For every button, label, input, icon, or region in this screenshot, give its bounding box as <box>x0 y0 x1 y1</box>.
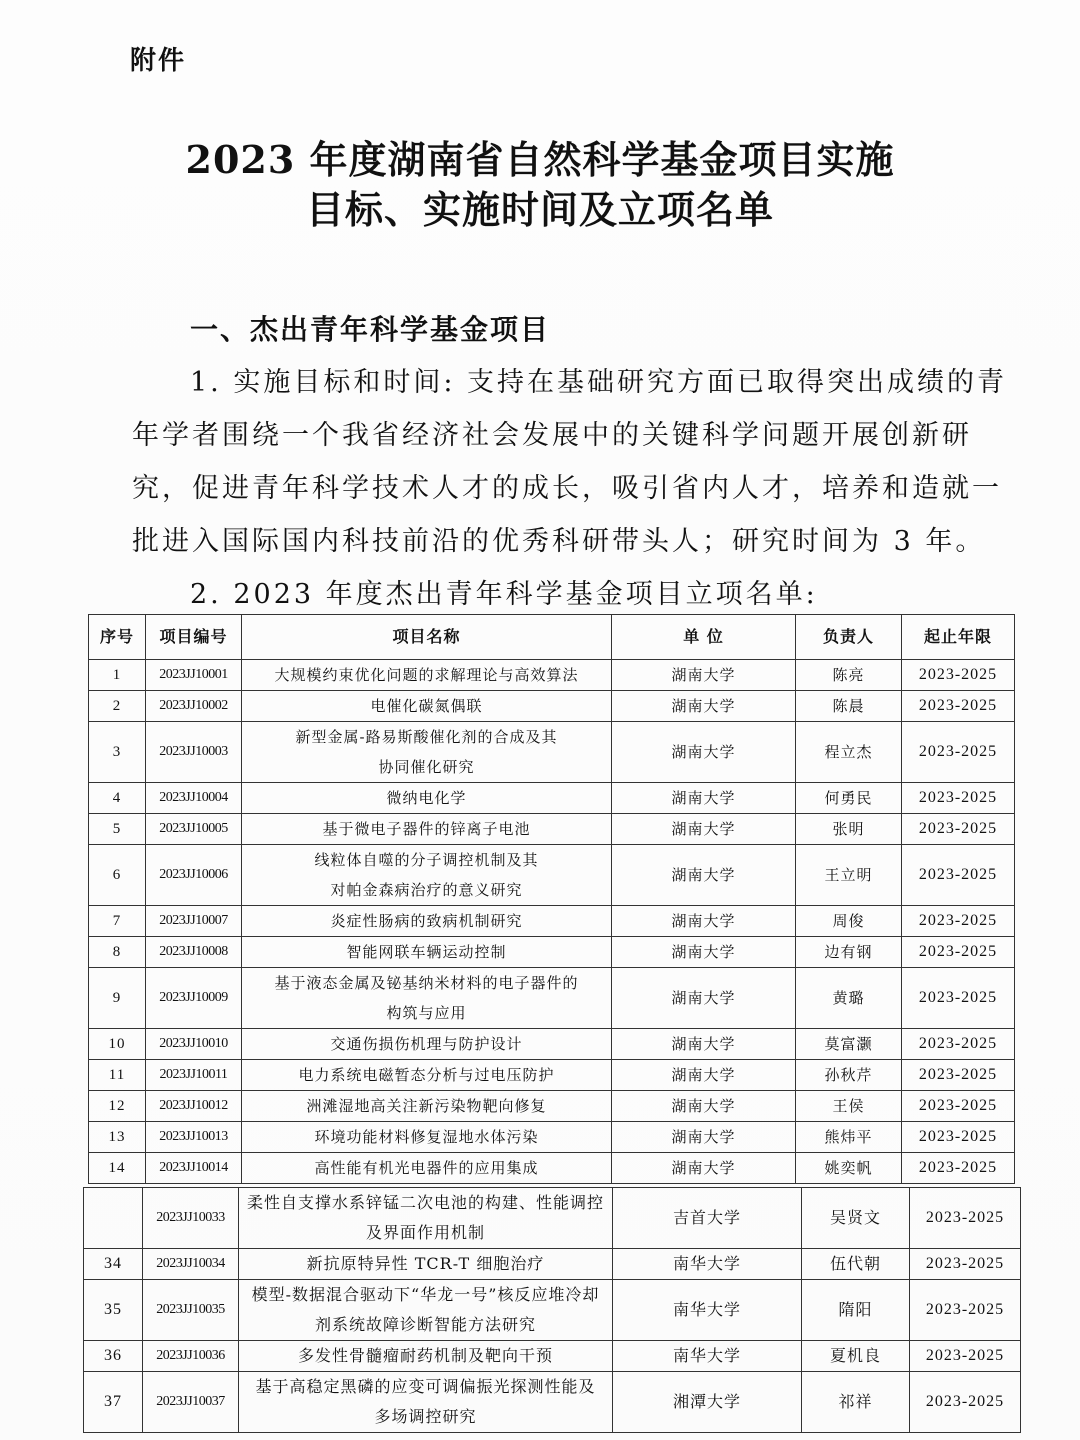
cell-name <box>242 722 612 783</box>
cell-name-line: 线粒体自噬的分子调控机制及其 <box>314 851 539 869</box>
cell-name-line: 环境功能材料修复湿地水体污染 <box>314 1128 539 1146</box>
table-header-row <box>89 615 1015 660</box>
cell-name-line: 高性能有机光电器件的应用集成 <box>314 1159 539 1177</box>
cell-index: 2 <box>89 691 146 722</box>
cell-unit: 湖南大学 <box>612 783 796 814</box>
cell-code: 2023JJ10004 <box>146 783 242 814</box>
header-period: 起止年限 <box>902 615 1015 660</box>
cell-code: 2023JJ10002 <box>146 691 242 722</box>
cell-index: 35 <box>84 1280 143 1341</box>
cell-unit: 湖南大学 <box>612 660 796 691</box>
cell-unit: 吉首大学 <box>613 1188 802 1249</box>
cell-period: 2023-2025 <box>910 1188 1021 1249</box>
project-table-continued <box>83 1187 1021 1433</box>
cell-code: 2023JJ10007 <box>146 906 242 937</box>
cell-name <box>239 1249 613 1280</box>
cell-index: 3 <box>89 722 146 783</box>
cell-unit: 湖南大学 <box>612 968 796 1029</box>
cell-name <box>242 845 612 906</box>
cell-name <box>239 1372 613 1433</box>
header-leader: 负责人 <box>796 615 902 660</box>
header-code: 项目编号 <box>146 615 242 660</box>
title-line-1: 2023 年度湖南省自然科学基金项目实施 <box>185 137 895 182</box>
paragraph-line: 年学者围绕一个我省经济社会发展中的关键科学问题开展创新研 <box>132 420 972 451</box>
cell-unit: 湖南大学 <box>612 937 796 968</box>
header-index: 序号 <box>89 615 146 660</box>
table-row <box>84 1249 1021 1280</box>
table-row <box>89 1029 1015 1060</box>
cell-unit: 南华大学 <box>613 1341 802 1372</box>
cell-leader: 边有钢 <box>796 937 902 968</box>
cell-name <box>242 1091 612 1122</box>
cell-period: 2023-2025 <box>902 937 1015 968</box>
list-label: 2. 2023 年度杰出青年科学基金项目立项名单: <box>190 579 818 610</box>
cell-period: 2023-2025 <box>910 1341 1021 1372</box>
cell-unit: 湘潭大学 <box>613 1372 802 1433</box>
cell-index: 14 <box>89 1153 146 1184</box>
cell-period: 2023-2025 <box>902 906 1015 937</box>
cell-leader: 熊炜平 <box>796 1122 902 1153</box>
cell-name-line: 剂系统故障诊断智能方法研究 <box>314 1315 536 1334</box>
cell-period: 2023-2025 <box>902 1091 1015 1122</box>
cell-leader: 王侯 <box>796 1091 902 1122</box>
cell-index: 6 <box>89 845 146 906</box>
cell-unit: 湖南大学 <box>612 1122 796 1153</box>
project-table <box>88 614 1015 1184</box>
cell-leader: 陈亮 <box>796 660 902 691</box>
cell-period: 2023-2025 <box>910 1249 1021 1280</box>
cell-period: 2023-2025 <box>902 1153 1015 1184</box>
cell-name <box>242 1153 612 1184</box>
cell-leader: 周俊 <box>796 906 902 937</box>
cell-leader: 夏机良 <box>802 1341 910 1372</box>
cell-index: 13 <box>89 1122 146 1153</box>
cell-code: 2023JJ10012 <box>146 1091 242 1122</box>
cell-unit: 湖南大学 <box>612 1029 796 1060</box>
table-row <box>89 691 1015 722</box>
cell-name-line: 对帕金森病治疗的意义研究 <box>330 881 523 899</box>
cell-index: 10 <box>89 1029 146 1060</box>
table-row <box>84 1188 1021 1249</box>
cell-unit: 湖南大学 <box>612 1153 796 1184</box>
table-row <box>89 968 1015 1029</box>
cell-name <box>242 1122 612 1153</box>
cell-name-line: 协同催化研究 <box>378 758 475 776</box>
table-row <box>89 1091 1015 1122</box>
cell-code: 2023JJ10011 <box>146 1060 242 1091</box>
cell-leader: 陈晨 <box>796 691 902 722</box>
cell-index: 11 <box>89 1060 146 1091</box>
cell-unit: 湖南大学 <box>612 845 796 906</box>
cell-period: 2023-2025 <box>902 722 1015 783</box>
document-title <box>0 135 1080 235</box>
table-row <box>89 1060 1015 1091</box>
table-row <box>89 814 1015 845</box>
cell-name-line: 基于液态金属及铋基纳米材料的电子器件的 <box>274 974 579 992</box>
table-row <box>89 722 1015 783</box>
cell-unit: 湖南大学 <box>612 1091 796 1122</box>
cell-name-line: 模型-数据混合驱动下“华龙一号”核反应堆冷却 <box>251 1285 600 1304</box>
cell-index: 9 <box>89 968 146 1029</box>
cell-name <box>239 1188 613 1249</box>
cell-leader: 伍代朝 <box>802 1249 910 1280</box>
cell-unit: 湖南大学 <box>612 691 796 722</box>
cell-period: 2023-2025 <box>902 660 1015 691</box>
cell-code: 2023JJ10037 <box>143 1372 239 1433</box>
cell-name <box>242 691 612 722</box>
cell-code: 2023JJ10013 <box>146 1122 242 1153</box>
cell-name <box>242 906 612 937</box>
cell-index: 1 <box>89 660 146 691</box>
cell-name <box>239 1280 613 1341</box>
cell-unit: 南华大学 <box>613 1280 802 1341</box>
cell-period: 2023-2025 <box>902 1029 1015 1060</box>
cell-leader: 程立杰 <box>796 722 902 783</box>
header-name: 项目名称 <box>242 615 612 660</box>
cell-period: 2023-2025 <box>910 1372 1021 1433</box>
cell-period: 2023-2025 <box>902 845 1015 906</box>
cell-period: 2023-2025 <box>902 968 1015 1029</box>
cell-name-line: 大规模约束优化问题的求解理论与高效算法 <box>274 666 579 684</box>
cell-code: 2023JJ10006 <box>146 845 242 906</box>
cell-leader: 祁祥 <box>802 1372 910 1433</box>
cell-name-line: 基于高稳定黑磷的应变可调偏振光探测性能及 <box>255 1377 596 1396</box>
cell-period: 2023-2025 <box>902 814 1015 845</box>
cell-code: 2023JJ10014 <box>146 1153 242 1184</box>
cell-unit: 湖南大学 <box>612 722 796 783</box>
cell-name-line: 基于微电子器件的锌离子电池 <box>322 820 531 838</box>
cell-code: 2023JJ10009 <box>146 968 242 1029</box>
table-row <box>89 845 1015 906</box>
cell-unit: 湖南大学 <box>612 1060 796 1091</box>
cell-name-line: 微纳电化学 <box>386 789 467 807</box>
cell-period: 2023-2025 <box>902 1060 1015 1091</box>
paragraph-line: 1. 实施目标和时间: 支持在基础研究方面已取得突出成绩的青 <box>190 367 1008 398</box>
table-row <box>84 1280 1021 1341</box>
cell-code: 2023JJ10008 <box>146 937 242 968</box>
cell-period: 2023-2025 <box>902 691 1015 722</box>
cell-leader: 孙秋芹 <box>796 1060 902 1091</box>
cell-name-line: 新型金属-路易斯酸催化剂的合成及其 <box>295 728 558 746</box>
table-row <box>89 1153 1015 1184</box>
cell-index: 5 <box>89 814 146 845</box>
cell-name-line: 交通伤损伤机理与防护设计 <box>330 1035 523 1053</box>
cell-index: 37 <box>84 1372 143 1433</box>
cell-code: 2023JJ10033 <box>143 1188 239 1249</box>
cell-leader: 隋阳 <box>802 1280 910 1341</box>
cell-index: 34 <box>84 1249 143 1280</box>
cell-name-line: 洲滩湿地高关注新污染物靶向修复 <box>306 1097 547 1115</box>
cell-period: 2023-2025 <box>902 783 1015 814</box>
title-line-2: 目标、实施时间及立项名单 <box>305 187 774 232</box>
attachment-label: 附件 <box>130 46 187 76</box>
cell-code: 2023JJ10005 <box>146 814 242 845</box>
paragraph-line: 究，促进青年科学技术人才的成长，吸引省内人才，培养和造就一 <box>132 473 1002 504</box>
cell-name <box>242 1060 612 1091</box>
cell-name-line: 多发性骨髓瘤耐药机制及靶向干预 <box>297 1346 553 1365</box>
header-unit: 单 位 <box>612 615 796 660</box>
cell-index: 12 <box>89 1091 146 1122</box>
cell-code: 2023JJ10036 <box>143 1341 239 1372</box>
cell-leader: 吴贤文 <box>802 1188 910 1249</box>
cell-index: 36 <box>84 1341 143 1372</box>
section-heading: 一、杰出青年科学基金项目 <box>190 313 551 346</box>
cell-index <box>84 1188 143 1249</box>
cell-name <box>242 660 612 691</box>
cell-index: 7 <box>89 906 146 937</box>
paragraph-line: 批进入国际国内科技前沿的优秀科研带头人；研究时间为 3 年。 <box>132 526 986 557</box>
cell-name-line: 智能网联车辆运动控制 <box>346 943 507 961</box>
cell-name <box>242 783 612 814</box>
cell-leader: 姚奕帆 <box>796 1153 902 1184</box>
table-row <box>84 1341 1021 1372</box>
cell-leader: 王立明 <box>796 845 902 906</box>
cell-unit: 湖南大学 <box>612 814 796 845</box>
cell-name <box>242 1029 612 1060</box>
table-row <box>89 783 1015 814</box>
cell-leader: 黄璐 <box>796 968 902 1029</box>
cell-unit: 湖南大学 <box>612 906 796 937</box>
cell-name-line: 新抗原特异性 TCR-T 细胞治疗 <box>306 1254 545 1273</box>
cell-leader: 莫富灏 <box>796 1029 902 1060</box>
table-row <box>89 906 1015 937</box>
cell-name-line: 多场调控研究 <box>374 1407 477 1426</box>
cell-code: 2023JJ10035 <box>143 1280 239 1341</box>
cell-name <box>242 968 612 1029</box>
table-row <box>84 1372 1021 1433</box>
cell-period: 2023-2025 <box>910 1280 1021 1341</box>
cell-code: 2023JJ10010 <box>146 1029 242 1060</box>
cell-name <box>242 937 612 968</box>
cell-code: 2023JJ10034 <box>143 1249 239 1280</box>
cell-code: 2023JJ10003 <box>146 722 242 783</box>
cell-code: 2023JJ10001 <box>146 660 242 691</box>
cell-leader: 张明 <box>796 814 902 845</box>
cell-name <box>239 1341 613 1372</box>
implementation-paragraph <box>132 356 1008 568</box>
cell-name <box>242 814 612 845</box>
cell-index: 8 <box>89 937 146 968</box>
cell-period: 2023-2025 <box>902 1122 1015 1153</box>
cell-name-line: 柔性自支撑水系锌锰二次电池的构建、性能调控 <box>246 1193 604 1212</box>
cell-name-line: 构筑与应用 <box>386 1004 467 1022</box>
cell-leader: 何勇民 <box>796 783 902 814</box>
table-row <box>89 937 1015 968</box>
cell-unit: 南华大学 <box>613 1249 802 1280</box>
cell-name-line: 及界面作用机制 <box>365 1223 485 1242</box>
cell-name-line: 电力系统电磁暂态分析与过电压防护 <box>298 1066 555 1084</box>
cell-name-line: 电催化碳氮偶联 <box>370 697 483 715</box>
cell-name-line: 炎症性肠病的致病机制研究 <box>330 912 523 930</box>
cell-index: 4 <box>89 783 146 814</box>
table-row <box>89 1122 1015 1153</box>
table-row <box>89 660 1015 691</box>
